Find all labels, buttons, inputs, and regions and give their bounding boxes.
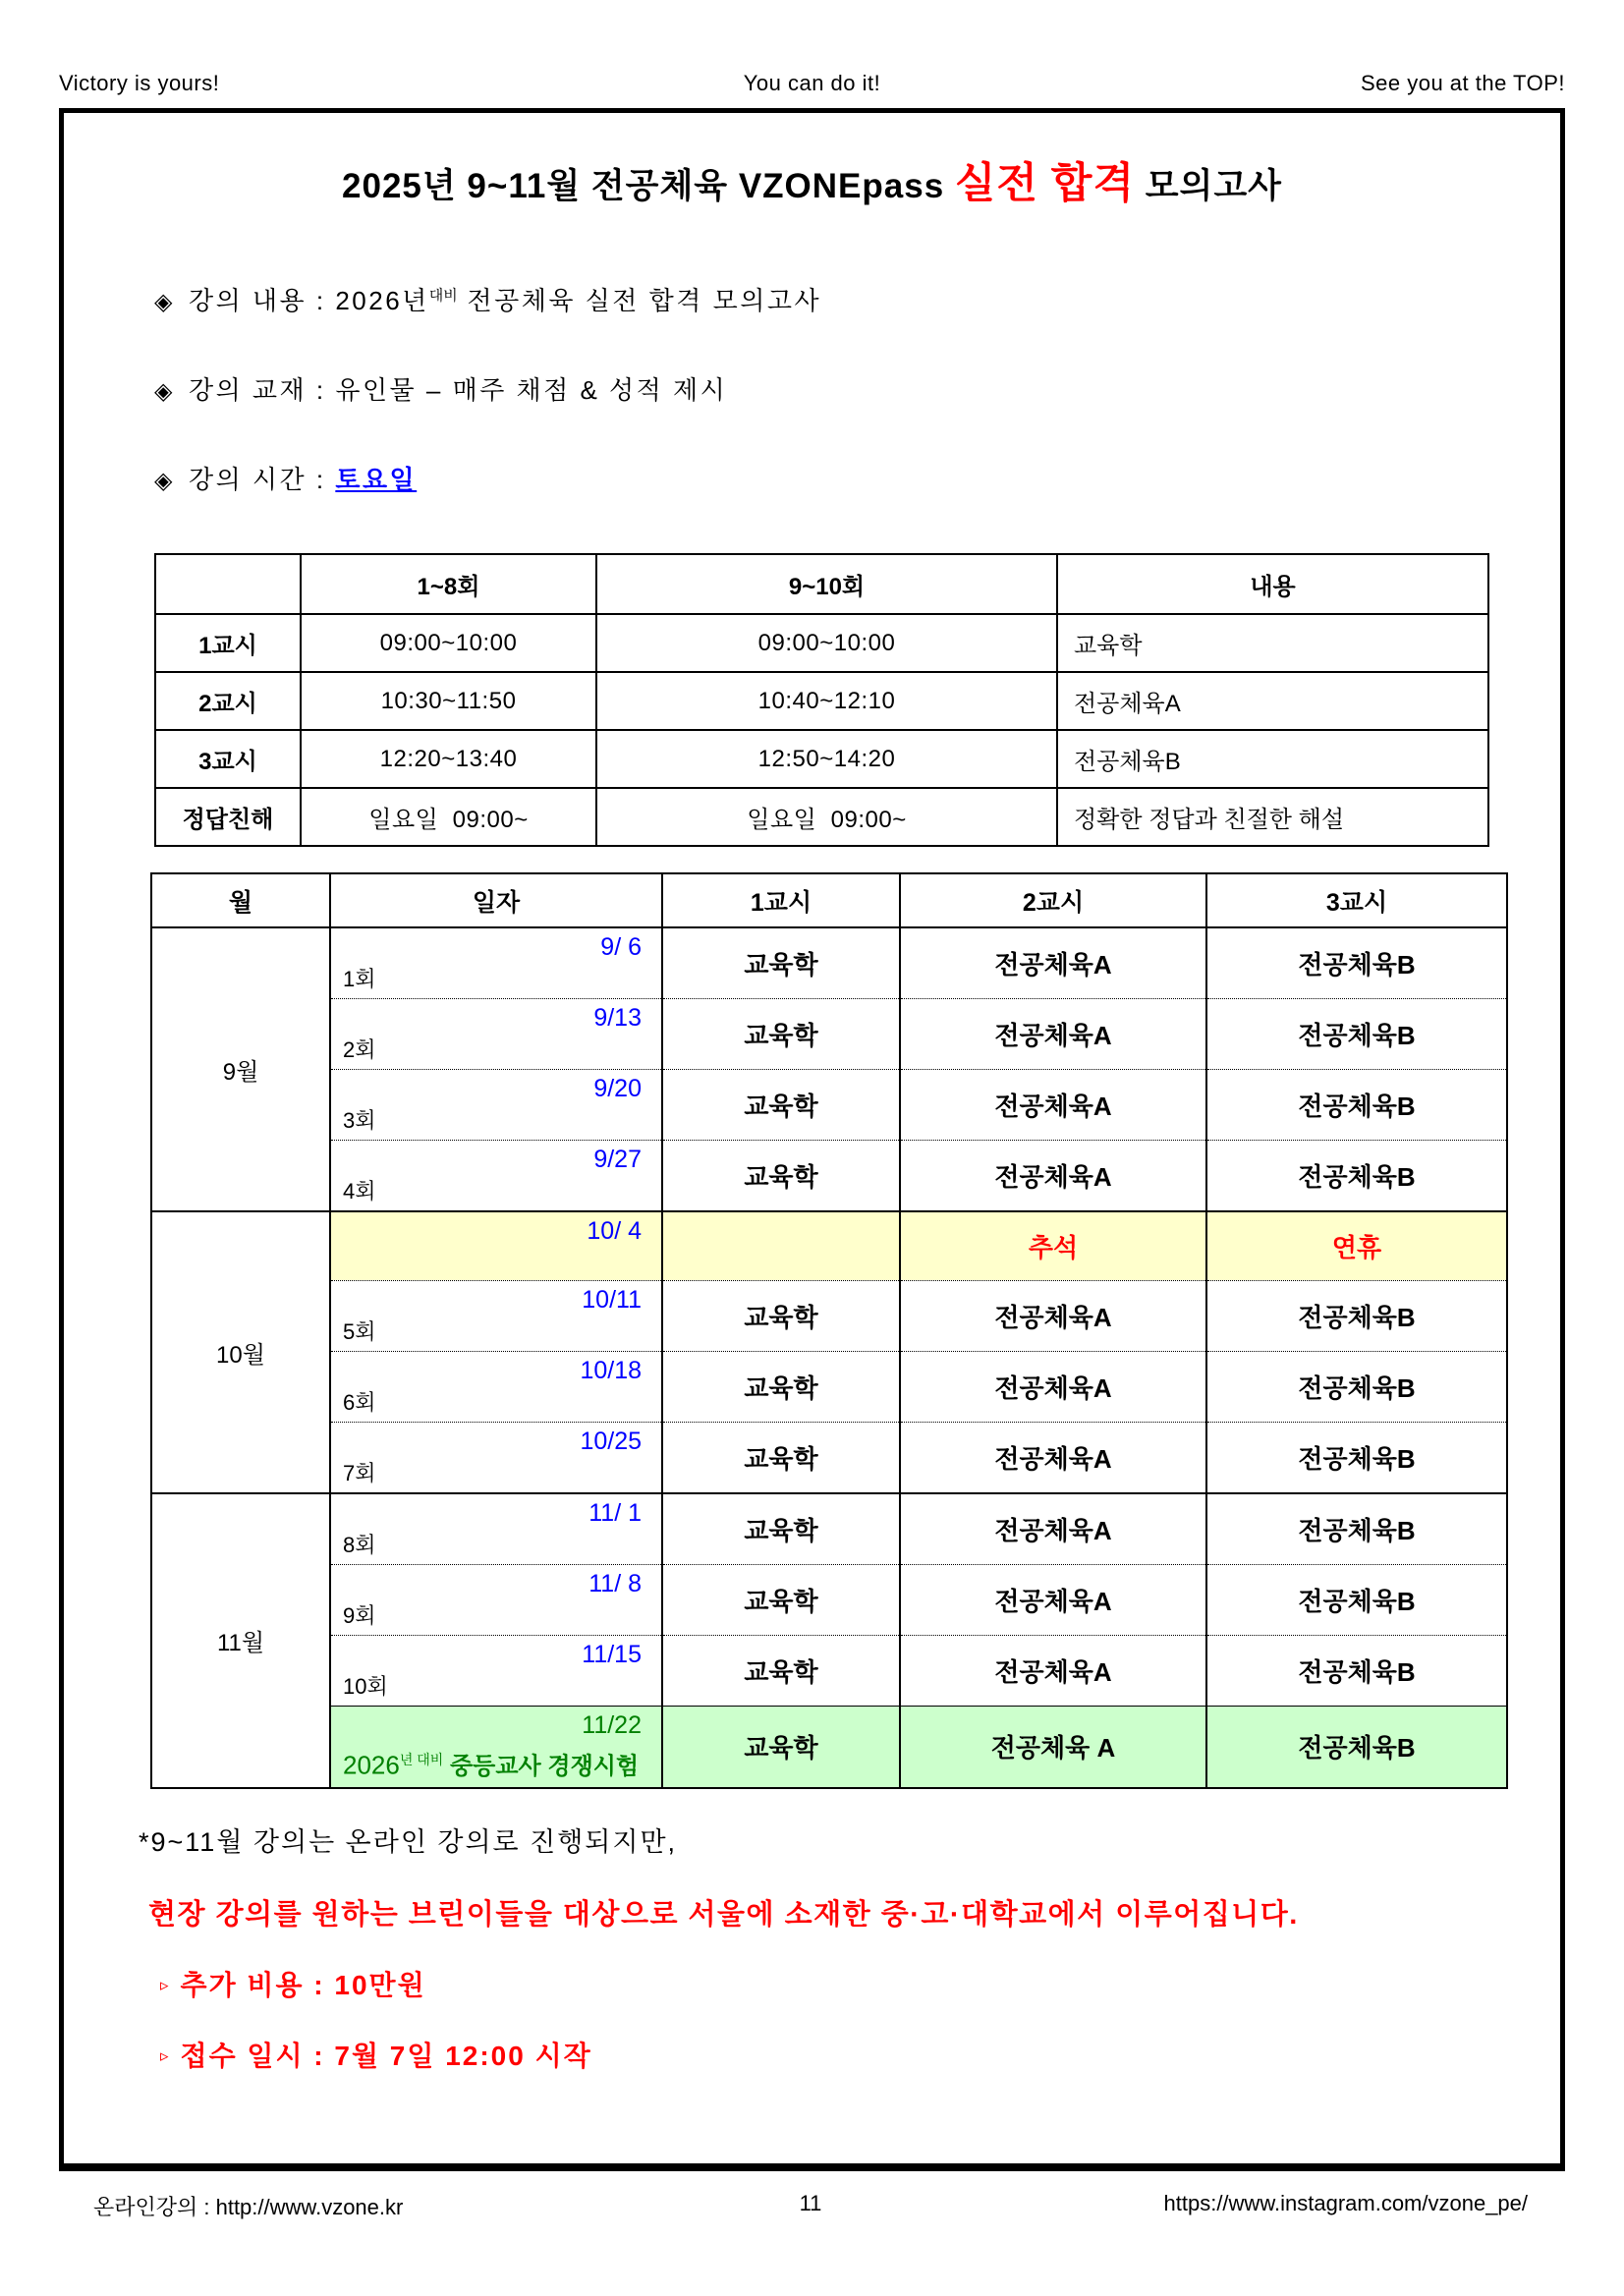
session-date: 10/25 (580, 1427, 642, 1455)
motto-left: Victory is yours! (59, 71, 220, 95)
session-number: 10회 (343, 1673, 388, 1699)
date-cell (330, 1141, 662, 1212)
exam-day-row (151, 1706, 1507, 1788)
subject-cell: 전공체육A (900, 1422, 1206, 1493)
date-cell (330, 1351, 662, 1422)
subject-cell: 전공체육 A (900, 1706, 1206, 1788)
date-cell (330, 1280, 662, 1351)
subject-cell: 교육학 (662, 1706, 900, 1788)
saturday-highlight: 토요일 (335, 465, 418, 494)
schedule-row (151, 1070, 1507, 1141)
schedule-row (151, 1493, 1507, 1565)
schedule-row (151, 1280, 1507, 1351)
row-label: 2교시 (155, 672, 301, 730)
date-cell (330, 1635, 662, 1706)
info-text: 2026년 (335, 286, 429, 315)
date-cell (330, 1493, 662, 1565)
note-extra-cost (160, 1964, 1560, 2003)
time-cell: 일요일 09:00~ (301, 788, 596, 846)
note-registration-text: 접수 일시 : 7월 7일 12:00 시작 (180, 2041, 592, 2072)
table-row (155, 788, 1488, 846)
subject-cell: 전공체육A (900, 1141, 1206, 1212)
session-number: 8회 (343, 1532, 376, 1557)
session-date: 10/18 (580, 1356, 642, 1384)
note-offline: 현장 강의를 원하는 브린이들을 대상으로 서울에 소재한 중·고·대학교에서 이루어집니다. (148, 1899, 1299, 1932)
session-date: 9/27 (593, 1146, 642, 1173)
date-cell (330, 1070, 662, 1141)
row-label: 3교시 (155, 730, 301, 788)
title-highlight: 실전 합격 (954, 160, 1135, 207)
subject-cell: 전공체육A (900, 1635, 1206, 1706)
motto-center: You can do it! (743, 71, 881, 95)
instagram-url[interactable]: https://www.instagram.com/vzone_pe/ (1163, 2191, 1529, 2215)
subject-cell: 전공체육B (1206, 1706, 1507, 1788)
subject-cell: 전공체육A (900, 1280, 1206, 1351)
col-header-period2: 2교시 (900, 873, 1206, 927)
session-number: 3회 (343, 1108, 376, 1133)
info-label: 강의 시간 : (188, 465, 336, 494)
diamond-bullet-icon: ◈ (154, 468, 175, 494)
subject-cell: 전공체육A (900, 999, 1206, 1070)
session-times-table (154, 553, 1489, 847)
subject-cell: 전공체육A (900, 1493, 1206, 1565)
schedule-table (150, 872, 1508, 1789)
session-date: 9/20 (593, 1075, 642, 1102)
month-cell: 10월 (151, 1211, 330, 1493)
triangle-bullet-icon: ▹ (160, 2046, 171, 2066)
diamond-bullet-icon: ◈ (154, 378, 175, 405)
info-label: 강의 교재 : (188, 375, 336, 405)
col-header-month: 월 (151, 873, 330, 927)
time-cell: 일요일 09:00~ (596, 788, 1057, 846)
col-header-date: 일자 (330, 873, 662, 927)
col-header-9-10: 9~10회 (596, 554, 1057, 614)
subject-cell: 전공체육B (1206, 1351, 1507, 1422)
subject-cell: 전공체육B (1206, 1564, 1507, 1635)
session-date: 10/11 (582, 1285, 642, 1314)
subject-cell: 교육학 (662, 1280, 900, 1351)
title-prefix: 2025년 9~11월 전공체육 VZONEpass (342, 167, 955, 205)
subject-cell: 전공체육A (900, 1351, 1206, 1422)
subject-cell: 전공체육B (1206, 927, 1507, 999)
time-cell: 10:40~12:10 (596, 672, 1057, 730)
subject-cell: 교육학 (662, 1141, 900, 1212)
session-date: 10/ 4 (587, 1217, 642, 1245)
month-cell: 9월 (151, 927, 330, 1211)
course-time-line (154, 460, 1560, 496)
col-header-period1: 1교시 (662, 873, 900, 927)
date-cell (330, 999, 662, 1070)
subject-cell: 전공체육B (1206, 1493, 1507, 1565)
subject-cell: 전공체육B (1206, 1422, 1507, 1493)
schedule-row (151, 1351, 1507, 1422)
table-row (155, 730, 1488, 788)
session-number: 6회 (343, 1389, 376, 1415)
subject-cell: 교육학 (662, 1070, 900, 1141)
subject-cell: 전공체육B (1206, 999, 1507, 1070)
content-cell: 전공체육A (1057, 672, 1488, 730)
holiday-label: 추석 (900, 1211, 1206, 1280)
subject-cell: 전공체육B (1206, 1070, 1507, 1141)
table-row (155, 614, 1488, 672)
page-header (0, 0, 1624, 108)
page-title (64, 150, 1560, 210)
schedule-row (151, 1635, 1507, 1706)
info-text: 유인물 – 매주 채점 & 성적 제시 (335, 375, 728, 405)
time-cell: 12:50~14:20 (596, 730, 1057, 788)
session-date: 9/13 (593, 1004, 642, 1032)
date-cell (330, 927, 662, 999)
time-cell: 12:20~13:40 (301, 730, 596, 788)
holiday-row (151, 1211, 1507, 1280)
triangle-bullet-icon: ▹ (160, 1976, 171, 1995)
subject-cell: 전공체육B (1206, 1141, 1507, 1212)
exam-caption (331, 1743, 661, 1784)
exam-caption-main: 중등교사 경쟁시험 (443, 1753, 640, 1780)
subject-cell: 전공체육B (1206, 1280, 1507, 1351)
schedule-row (151, 1141, 1507, 1212)
schedule-row (151, 1564, 1507, 1635)
note-online: *9~11월 강의는 온라인 강의로 진행되지만, (139, 1827, 678, 1858)
page-border-box (59, 108, 1565, 2171)
col-header-period3: 3교시 (1206, 873, 1507, 927)
session-number: 4회 (343, 1179, 376, 1204)
course-material-line (154, 370, 1560, 407)
subject-cell: 전공체육B (1206, 1635, 1507, 1706)
info-sup: 대비 (428, 287, 458, 305)
empty-header-cell (155, 554, 301, 614)
info-text-post: 전공체육 실전 합격 모의고사 (457, 286, 822, 315)
date-cell (330, 1422, 662, 1493)
exam-caption-year: 2026 (343, 1750, 400, 1780)
table-header-row (155, 554, 1488, 614)
session-number: 9회 (343, 1602, 376, 1628)
schedule-row (151, 999, 1507, 1070)
course-content-line (154, 281, 1560, 317)
session-date: 9/ 6 (600, 933, 642, 961)
subject-cell: 전공체육A (900, 1070, 1206, 1141)
subject-cell: 교육학 (662, 1564, 900, 1635)
subject-cell (662, 1211, 900, 1280)
date-cell (330, 1211, 662, 1280)
subject-cell: 교육학 (662, 1351, 900, 1422)
subject-cell: 전공체육A (900, 927, 1206, 999)
holiday-label: 연휴 (1206, 1211, 1507, 1280)
schedule-row (151, 1422, 1507, 1493)
diamond-bullet-icon: ◈ (154, 289, 175, 315)
time-cell: 09:00~10:00 (301, 614, 596, 672)
session-date: 11/ 8 (588, 1569, 642, 1597)
subject-cell: 교육학 (662, 1493, 900, 1565)
schedule-row (151, 927, 1507, 999)
exam-date: 11/22 (582, 1710, 642, 1739)
table-row (155, 672, 1488, 730)
course-info-list (154, 281, 1560, 496)
exam-caption-sup: 년 대비 (399, 1751, 444, 1767)
date-cell (330, 1564, 662, 1635)
subject-cell: 교육학 (662, 927, 900, 999)
content-cell: 교육학 (1057, 614, 1488, 672)
subject-cell: 교육학 (662, 1635, 900, 1706)
info-label: 강의 내용 : (188, 286, 336, 315)
page-number: 11 (799, 2191, 822, 2215)
session-date: 11/15 (582, 1640, 642, 1668)
content-cell: 정확한 정답과 친절한 해설 (1057, 788, 1488, 846)
note-registration (160, 2035, 1560, 2074)
session-date: 11/ 1 (588, 1498, 642, 1527)
subject-cell: 교육학 (662, 999, 900, 1070)
schedule-header-row (151, 873, 1507, 927)
content-cell: 전공체육B (1057, 730, 1488, 788)
row-label: 정답친해 (155, 788, 301, 846)
motto-right: See you at the TOP! (1360, 71, 1565, 95)
session-number: 2회 (343, 1037, 376, 1062)
title-suffix: 모의고사 (1135, 167, 1282, 205)
col-header-1-8: 1~8회 (301, 554, 596, 614)
subject-cell: 전공체육A (900, 1564, 1206, 1635)
session-number: 1회 (343, 967, 376, 991)
col-header-content: 내용 (1057, 554, 1488, 614)
note-extra-cost-text: 추가 비용 : 10만원 (180, 1970, 426, 2001)
time-cell: 09:00~10:00 (596, 614, 1057, 672)
session-number: 5회 (343, 1318, 376, 1344)
session-number: 7회 (343, 1460, 376, 1485)
page-footer (0, 2171, 1624, 2221)
notes-section (139, 1820, 1560, 2074)
online-lecture-url[interactable]: 온라인강의 : http://www.vzone.kr (93, 2195, 404, 2219)
month-cell: 11월 (151, 1493, 330, 1789)
date-cell (330, 1706, 662, 1788)
subject-cell: 교육학 (662, 1422, 900, 1493)
time-cell: 10:30~11:50 (301, 672, 596, 730)
row-label: 1교시 (155, 614, 301, 672)
